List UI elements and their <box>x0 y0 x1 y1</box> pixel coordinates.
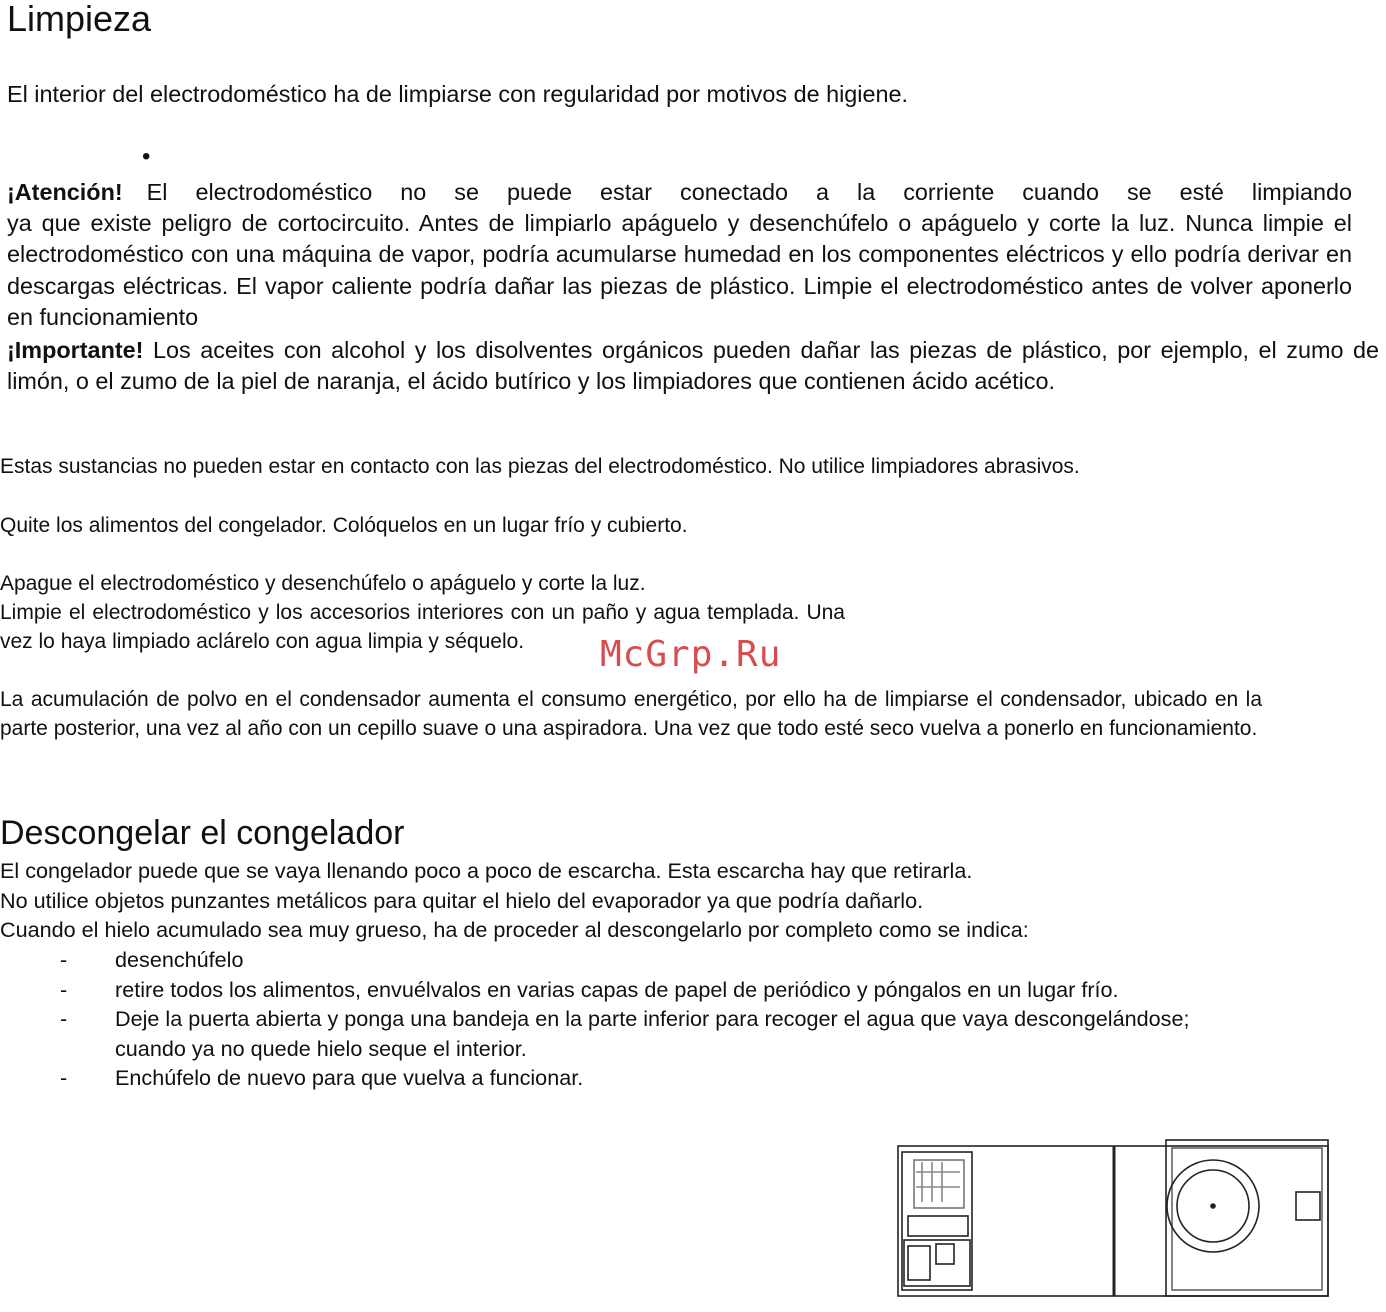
attention-text-rest: ya que existe peligro de cortocircuito. Antes de limpiarlo apáguelo y desenchúfelo o apáguelo y corte la luz. Nunca limpie el electrodoméstico con una máquina de vapor, podría acumularse humedad en los componentes eléctricos y ello podría derivar en descargas eléctricas. El vapor caliente podría dañar las piezas de plástico. Limpie el electrodoméstico antes de volver aponerlo en funcionamiento <box>7 210 1352 330</box>
important-text: Los aceites con alcohol y los disolventes orgánicos pueden dañar las piezas de plástico, por ejemplo, el zumo de limón, o el zumo de la piel de naranja, el ácido butírico y los limpiadores que contienen ácido acético. <box>7 337 1380 395</box>
defrost-title: Descongelar el congelador <box>0 814 405 852</box>
list-item <box>0 975 1386 1005</box>
attention-label: ¡Atención! <box>7 179 123 205</box>
list-dash: - <box>60 947 68 972</box>
page-title: Limpieza <box>7 0 152 39</box>
switch-off-paragraph: Apague el electrodoméstico y desenchúfelo o apáguelo y corte la luz. <box>0 572 646 595</box>
left-middle-box <box>908 1216 968 1236</box>
attention-line1 <box>7 177 1352 208</box>
fan-hub <box>1211 1204 1215 1208</box>
defrost-line3: Cuando el hielo acumulado sea muy grueso, ha de proceder al descongelarlo por completo como se indica: <box>0 917 1029 942</box>
list-item-text: desenchúfelo <box>115 947 244 972</box>
wipe-paragraph: Limpie el electrodoméstico y los accesorios interiores con un paño y agua templada. Una vez lo haya limpiado aclárelo con agua limpia y séquelo. <box>0 601 845 653</box>
attention-text-line1: El electrodoméstico no se puede estar conectado a la corriente cuando se esté limpiando <box>146 179 1352 205</box>
substances-paragraph: Estas sustancias no pueden estar en contacto con las piezas del electrodoméstico. No utilice limpiadores abrasivos. <box>0 455 1080 478</box>
defrost-steps <box>0 945 1386 1093</box>
condenser-paragraph: La acumulación de polvo en el condensador aumenta el consumo energético, por ello ha de limpiarse el condensador, ubicado en la parte posterior, una vez al año con un cepillo suave o una aspiradora. Una vez que todo esté seco vuelva a ponerlo en funcionamiento. <box>0 688 1262 740</box>
defrost-line1: El congelador puede que se vaya llenando poco a poco de escarcha. Esta escarcha hay que retirarla. <box>0 858 973 883</box>
list-item <box>0 1063 1386 1093</box>
attention-block <box>7 177 1352 333</box>
defrost-intro <box>0 856 1386 945</box>
right-small-box <box>1296 1192 1320 1220</box>
list-item <box>0 1004 1245 1063</box>
important-label: ¡Importante! <box>7 337 144 363</box>
left-lower-box <box>904 1240 970 1286</box>
list-dash: - <box>60 976 68 1002</box>
list-item-text: Enchúfelo de nuevo para que vuelva a funcionar. <box>115 1065 584 1090</box>
appliance-rear-diagram <box>888 1132 1333 1302</box>
watermark: McGrp.Ru <box>600 634 782 675</box>
bullet-mark: • <box>142 143 151 170</box>
important-block <box>7 335 1379 397</box>
list-item-text: Deje la puerta abierta y ponga una bandeja en la parte inferior para recoger el agua que vaya descongelándose; cuando ya no quede hielo seque el interior. <box>115 1006 1190 1061</box>
list-item-text: retire todos los alimentos, envuélvalos en varias capas de papel de periódico y póngalos en un lugar frío. <box>115 976 1119 1002</box>
list-dash: - <box>60 1065 68 1090</box>
defrost-line2: No utilice objetos punzantes metálicos para quitar el hielo del evaporador ya que podría dañarlo. <box>0 887 924 913</box>
intro-paragraph: El interior del electrodoméstico ha de limpiarse con regularidad por motivos de higiene. <box>7 81 909 107</box>
left-lower-slot-a <box>908 1246 930 1280</box>
list-dash: - <box>60 1006 68 1031</box>
remove-food-paragraph: Quite los alimentos del congelador. Colóquelos en un lugar frío y cubierto. <box>0 514 688 537</box>
list-item <box>0 945 1386 975</box>
left-lower-slot-b <box>936 1244 954 1264</box>
